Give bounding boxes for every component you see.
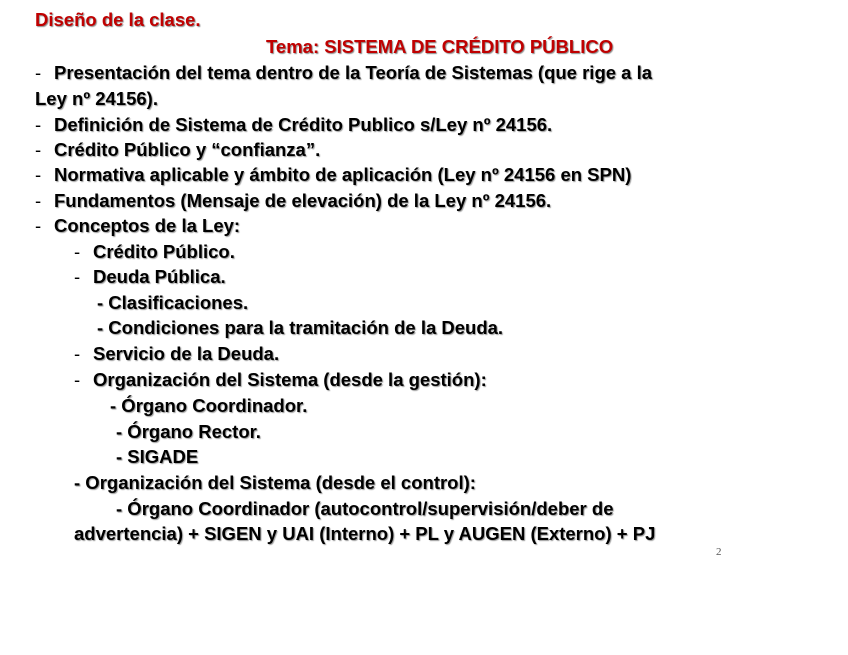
bullet-item-2: Definición de Sistema de Crédito Publico s/Ley nº 24156. (54, 114, 553, 135)
sub-sub-item-condiciones: - Condiciones para la tramitación de la Deuda. (97, 317, 504, 338)
bullet-dash: - (35, 139, 42, 160)
sub-bullet-dash: - (74, 241, 81, 262)
bullet-item-6: Conceptos de la Ley: (54, 215, 241, 236)
sub-bullet-dash: - (74, 343, 81, 364)
sub-item-credito-publico: Crédito Público. (93, 241, 235, 262)
sub-sub-item-organo-coordinador-continuation: advertencia) + SIGEN y UAI (Interno) + PL y AUGEN (Externo) + PJ (74, 523, 656, 544)
sub-sub-item-clasificaciones: - Clasificaciones. (97, 292, 249, 313)
bullet-dash: - (35, 164, 42, 185)
slide-heading: Diseño de la clase. (35, 9, 201, 30)
bullet-dash: - (35, 190, 42, 211)
bullet-item-1: Presentación del tema dentro de la Teoría de Sistemas (que rige a la (54, 62, 653, 83)
bullet-item-1-continuation: Ley nº 24156). (35, 88, 158, 109)
sub-item-organizacion-control: - Organización del Sistema (desde el control): (74, 472, 476, 493)
sub-bullet-dash: - (74, 266, 81, 287)
bullet-dash: - (35, 114, 42, 135)
sub-sub-item-organo-coordinador-control: - Órgano Coordinador (autocontrol/supervisión/deber de (116, 498, 614, 519)
sub-item-organizacion-gestion: Organización del Sistema (desde la gestión): (93, 369, 487, 390)
bullet-dash: - (35, 215, 42, 236)
sub-item-deuda-publica: Deuda Pública. (93, 266, 226, 287)
sub-sub-item-organo-rector: - Órgano Rector. (116, 421, 261, 442)
sub-item-servicio-deuda: Servicio de la Deuda. (93, 343, 280, 364)
sub-bullet-dash: - (74, 369, 81, 390)
bullet-item-5: Fundamentos (Mensaje de elevación) de la Ley nº 24156. (54, 190, 552, 211)
slide-topic: Tema: SISTEMA DE CRÉDITO PÚBLICO (266, 36, 614, 57)
bullet-item-4: Normativa aplicable y ámbito de aplicación (Ley nº 24156 en SPN) (54, 164, 632, 185)
sub-sub-item-organo-coordinador: - Órgano Coordinador. (110, 395, 308, 416)
sub-sub-item-sigade: - SIGADE (116, 446, 199, 467)
bullet-dash: - (35, 62, 42, 83)
page-number: 2 (716, 546, 722, 558)
bullet-item-3: Crédito Público y “confianza”. (54, 139, 321, 160)
